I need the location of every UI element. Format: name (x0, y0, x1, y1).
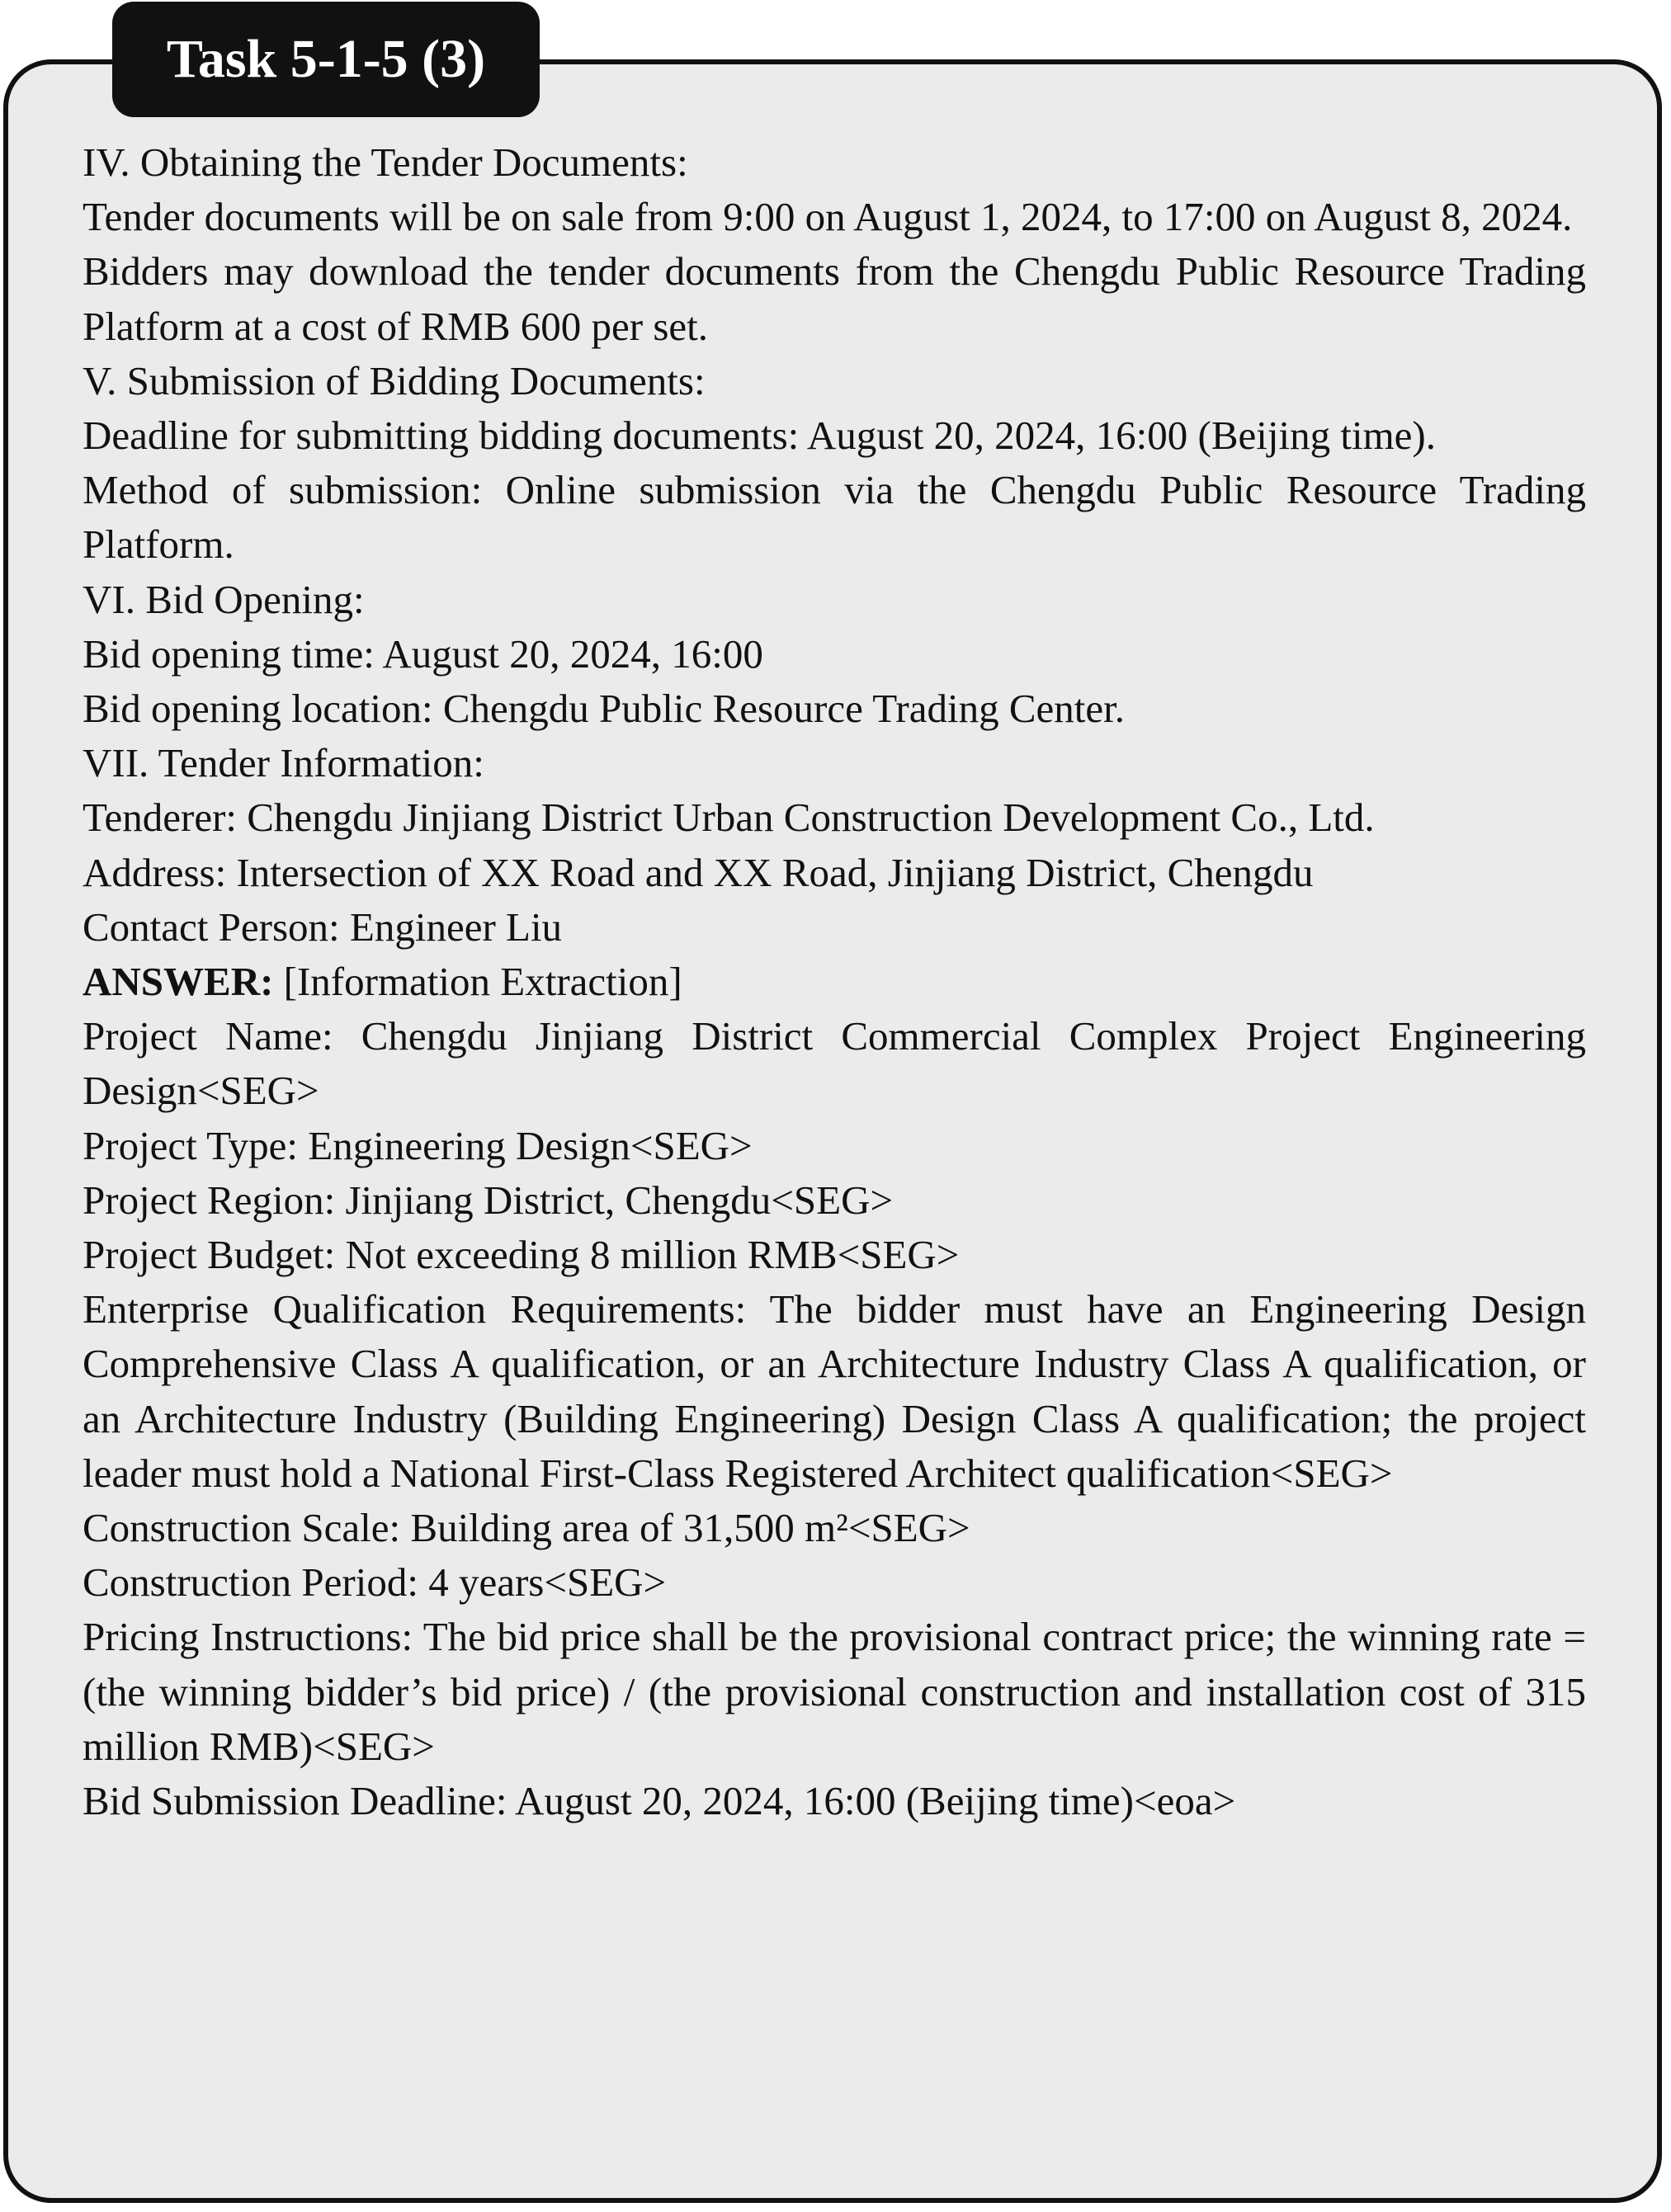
answer-project-type: Project Type: Engineering Design<SEG> (83, 1122, 753, 1168)
submission-method-text: Method of submission: Online submission via the Chengdu Public Resource Trading Platform. (83, 467, 1586, 568)
answer-construction-period: Construction Period: 4 years<SEG> (83, 1559, 667, 1606)
answer-project-region: Project Region: Jinjiang District, Chengdu<SEG> (83, 1177, 894, 1223)
bid-opening-time-text: Bid opening time: August 20, 2024, 16:00 (83, 630, 763, 677)
answer-pricing: Pricing Instructions: The bid price shall be the provisional contract price; the winning rate = (the winning bidder’s bid price) / (the provisional construction and installation cost of 315 million RMB)<SEG> (83, 1614, 1586, 1769)
task-tag: Task 5-1-5 (3) (112, 2, 540, 117)
section-vi-heading: VI. Bid Opening: (83, 576, 365, 622)
download-info-text: Bidders may download the tender documents from the Chengdu Public Resource Trading Platform at a cost of RMB 600 per set. (83, 248, 1586, 349)
document-body (83, 135, 1586, 1828)
submission-deadline-text: Deadline for submitting bidding documents: August 20, 2024, 16:00 (Beijing time). (83, 413, 1436, 459)
section-v-heading: V. Submission of Bidding Documents: (83, 357, 706, 403)
answer-project-name: Project Name: Chengdu Jinjiang District Commercial Complex Project Engineering Design<SEG> (83, 1013, 1586, 1114)
section-iv-heading: IV. Obtaining the Tender Documents: (83, 139, 688, 185)
answer-construction-scale: Construction Scale: Building area of 31,500 m²<SEG> (83, 1505, 970, 1551)
bid-opening-location-text: Bid opening location: Chengdu Public Resource Trading Center. (83, 686, 1125, 732)
section-vii-heading: VII. Tender Information: (83, 740, 484, 786)
answer-deadline: Bid Submission Deadline: August 20, 2024, 16:00 (Beijing time)<eoa> (83, 1778, 1236, 1824)
sale-period-text: Tender documents will be on sale from 9:00 on August 1, 2024, to 17:00 on August 8, 2024. (83, 194, 1573, 240)
contact-person-text: Contact Person: Engineer Liu (83, 903, 563, 950)
address-text: Address: Intersection of XX Road and XX Road, Jinjiang District, Chengdu (83, 849, 1314, 895)
answer-project-budget: Project Budget: Not exceeding 8 million RMB<SEG> (83, 1232, 960, 1278)
tenderer-text: Tenderer: Chengdu Jinjiang District Urban Construction Development Co., Ltd. (83, 795, 1375, 841)
answer-heading (83, 955, 1586, 1009)
answer-label: ANSWER: (83, 959, 274, 1005)
answer-tag: [Information Extraction] (273, 959, 682, 1005)
answer-qualification: Enterprise Qualification Requirements: The bidder must have an Engineering Design Comprehensive Class A qualification, or an Architecture Industry Class A qualification, or an Architecture Industry (Building Engineering) Design Class A qualification; the project leader must hold a National First-Class Registered Architect qualification<SEG> (83, 1286, 1586, 1496)
